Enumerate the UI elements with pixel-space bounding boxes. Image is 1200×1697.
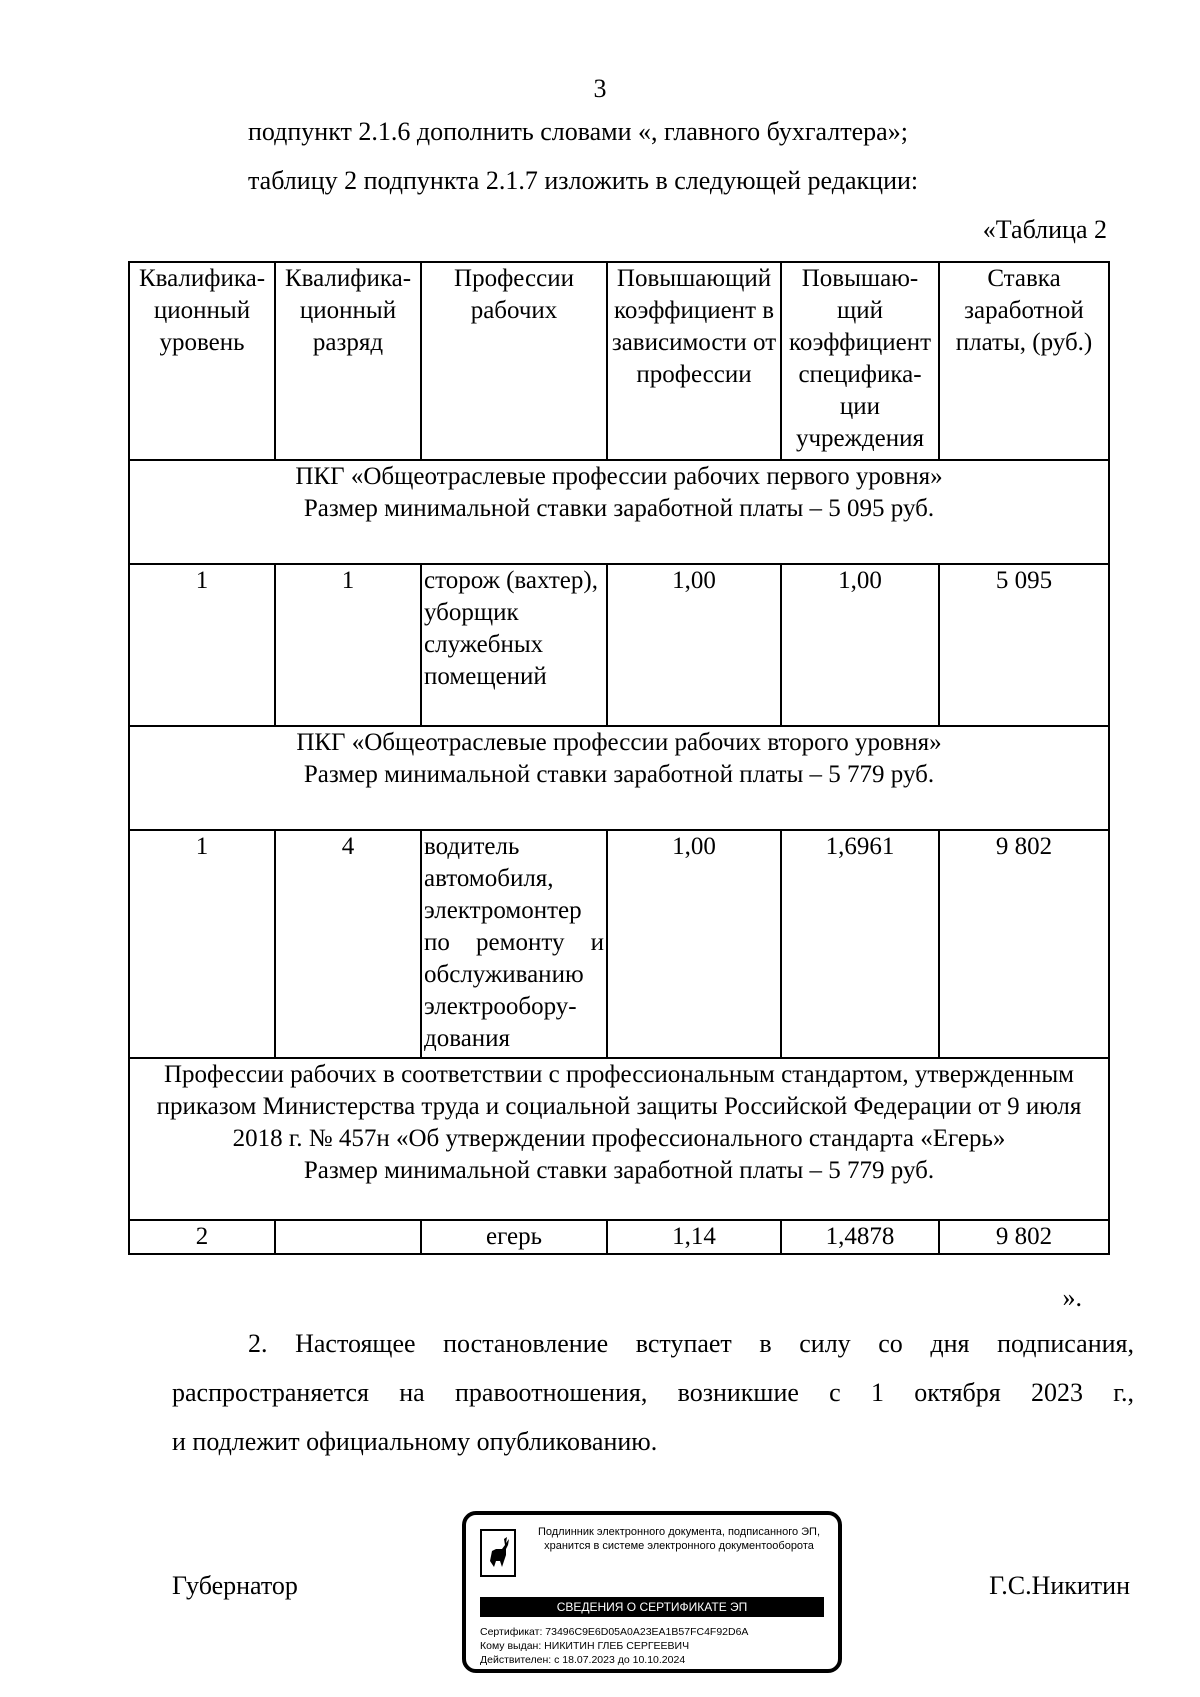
header-grade: Квалифика-ционный разряд	[275, 262, 421, 460]
cell-profession-coefficient: 1,00	[607, 830, 781, 1058]
stamp-certificate-details	[480, 1625, 748, 1667]
cell-level: 2	[129, 1220, 275, 1254]
table-header-row	[129, 262, 1109, 460]
cell-grade	[275, 1220, 421, 1254]
stamp-header-text: Подлинник электронного документа, подписанного ЭП, хранится в системе электронного документооборота	[537, 1526, 821, 1552]
deer-emblem-icon	[480, 1529, 516, 1577]
cell-specifics-coefficient: 1,00	[781, 564, 939, 726]
table-row	[129, 1220, 1109, 1254]
header-professions: Профессии рабочих	[421, 262, 607, 460]
page-number: 3	[593, 74, 607, 103]
paragraph-line-3: и подлежит официальному опубликованию.	[172, 1427, 658, 1456]
paragraph-line-1: 2. Настоящее постановление вступает в силу со дня подписания,	[248, 1329, 1134, 1358]
signer-name: Г.С.Никитин	[989, 1571, 1130, 1600]
cell-grade: 4	[275, 830, 421, 1058]
group-second-level: ПКГ «Общеотраслевые профессии рабочих второго уровня» Размер минимальной ставки заработной платы – 5 779 руб.	[129, 726, 1109, 830]
table-row	[129, 564, 1109, 726]
e-signature-stamp	[462, 1511, 842, 1673]
stamp-certificate-number: Сертификат: 73496C9E6D05A0A23EA1B57FC4F92D6A	[480, 1626, 749, 1638]
header-specifics-coefficient: Повышаю-щий коэффициент специфика-ции учреждения	[781, 262, 939, 460]
cell-profession: егерь	[421, 1220, 607, 1254]
table-row	[129, 830, 1109, 1058]
closing-quote: ».	[1062, 1283, 1082, 1312]
cell-level: 1	[129, 564, 275, 726]
group-row	[129, 460, 1109, 564]
cell-profession: водитель автомобиля, электромонтер по ремонту и обслуживанию электрообору-дования	[421, 830, 607, 1058]
paragraph-line-2: распространяется на правоотношения, возникшие с 1 октября 2023 г.,	[172, 1378, 1134, 1407]
cell-salary-rate: 5 095	[939, 564, 1109, 726]
cell-specifics-coefficient: 1,6961	[781, 830, 939, 1058]
header-profession-coefficient: Повышающий коэффициент в зависимости от профессии	[607, 262, 781, 460]
table-label: «Таблица 2	[982, 215, 1107, 244]
stamp-issued-to: Кому выдан: НИКИТИН ГЛЕБ СЕРГЕЕВИЧ	[480, 1640, 690, 1652]
cell-salary-rate: 9 802	[939, 1220, 1109, 1254]
cell-level: 1	[129, 830, 275, 1058]
header-level: Квалифика-ционный уровень	[129, 262, 275, 460]
cell-profession: сторож (вахтер), уборщик служебных помещений	[421, 564, 607, 726]
salary-table	[128, 261, 1110, 1255]
signer-position: Губернатор	[172, 1571, 298, 1600]
group-first-level: ПКГ «Общеотраслевые профессии рабочих первого уровня» Размер минимальной ставки заработной платы – 5 095 руб.	[129, 460, 1109, 564]
cell-grade: 1	[275, 564, 421, 726]
group-row	[129, 1058, 1109, 1220]
intro-line-1: подпункт 2.1.6 дополнить словами «, главного бухгалтера»;	[248, 117, 908, 146]
cell-profession-coefficient: 1,00	[607, 564, 781, 726]
stamp-certificate-bar: СВЕДЕНИЯ О СЕРТИФИКАТЕ ЭП	[480, 1597, 824, 1617]
group-row	[129, 726, 1109, 830]
cell-profession-coefficient: 1,14	[607, 1220, 781, 1254]
header-salary-rate: Ставка заработной платы, (руб.)	[939, 262, 1109, 460]
intro-line-2: таблицу 2 подпункта 2.1.7 изложить в следующей редакции:	[248, 166, 919, 195]
cell-salary-rate: 9 802	[939, 830, 1109, 1058]
group-professional-standard: Профессии рабочих в соответствии с профессиональным стандартом, утвержденным приказом Министерства труда и социальной защиты Российской Федерации от 9 июля 2018 г. № 457н «Об утверждении профессионального стандарта «Егерь» Размер минимальной ставки заработной платы – 5 779 руб.	[129, 1058, 1109, 1220]
stamp-validity: Действителен: с 18.07.2023 до 10.10.2024	[480, 1654, 686, 1666]
cell-specifics-coefficient: 1,4878	[781, 1220, 939, 1254]
